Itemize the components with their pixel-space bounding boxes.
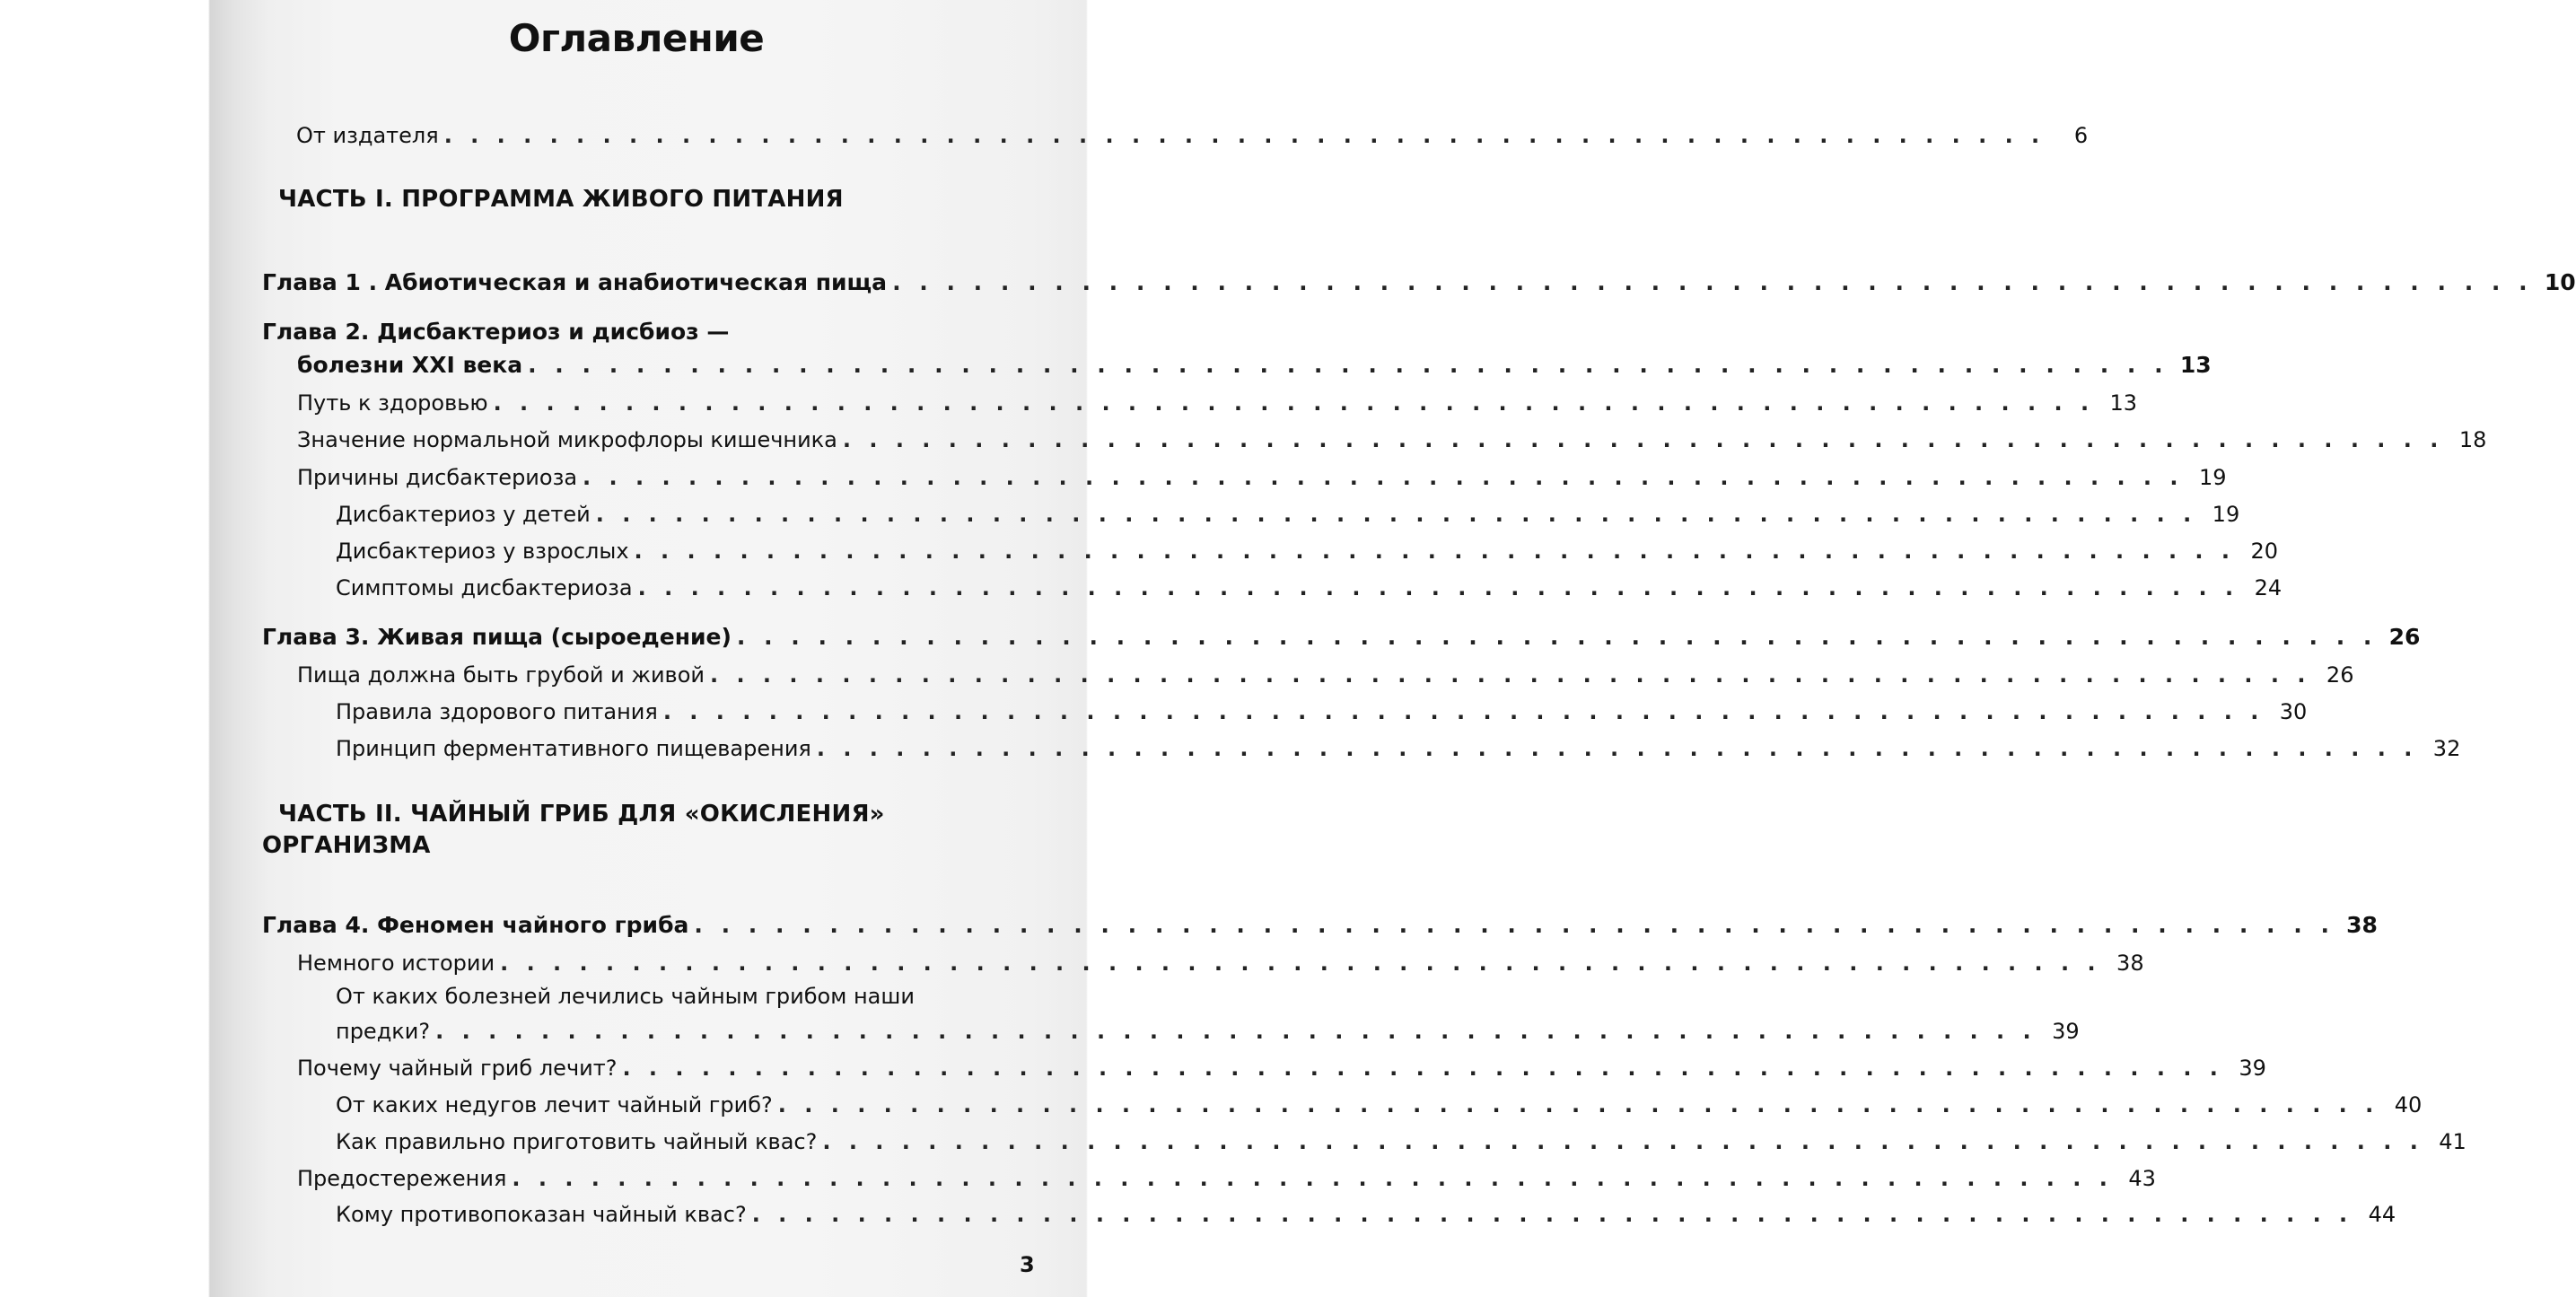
entry-label: Немного истории xyxy=(297,951,495,977)
entry-label: Как правильно приготовить чайный квас? xyxy=(336,1129,818,1155)
entry-label: От каких недугов лечит чайный гриб? xyxy=(336,1092,773,1118)
dot-leader: . . . . . . . . . . . . . . . . . . . . . . . . . . . . . . . . . . . . . . . . . . . . . . . . . . . . . . . . . . . . . xyxy=(443,123,2046,149)
page-number: 26 xyxy=(2326,662,2354,688)
dot-leader: . . . . . . . . . . . . . . . . . . . . . . . . . . . . . . . . . . . . . . . . . . . . . . . . . . . . . . . . . . . . . xyxy=(622,1056,2223,1082)
page-number: 19 xyxy=(2212,502,2240,528)
entry-label: От издателя xyxy=(296,123,439,149)
toc-entry[interactable] xyxy=(210,565,2282,601)
toc-entry[interactable] xyxy=(210,689,2308,725)
page-number: 39 xyxy=(2052,1019,2080,1045)
toc-entry[interactable] xyxy=(210,1046,2266,1082)
entry-label: Глава 1 . Абиотическая и анабиотическая пища xyxy=(262,269,888,295)
toc-entry[interactable] xyxy=(210,417,2487,453)
page-number: 38 xyxy=(2116,951,2144,977)
entry-label: Симптомы дисбактериоза xyxy=(336,575,633,601)
page-number: 19 xyxy=(2198,465,2227,491)
entry-label: Значение нормальной микрофлоры кишечника xyxy=(297,427,837,453)
table-of-contents xyxy=(210,0,2576,1297)
entry-label: Причины дисбактериоза xyxy=(297,465,578,491)
dot-leader: . . . . . . . . . . . . . . . . . . . . . . . . . . . . . . . . . . . . . . . . . . . . . . . . . . . . . . . . . . . . . xyxy=(500,951,2101,977)
page-number: 24 xyxy=(2254,575,2282,601)
page-number: 18 xyxy=(2458,427,2487,453)
toc-entry[interactable] xyxy=(210,941,2144,977)
dot-leader: . . . . . . . . . . . . . . . . . . . . . . . . . . . . . . . . . . . . . . . . . . . . . . . . . . . . . . . . . . . . . xyxy=(736,624,2378,650)
dot-leader: . . . . . . . . . . . . . . . . . . . . . . . . . . . . . . . . . . . . . . . . . . . . . . . . . . . . . . . . . . . . . xyxy=(528,352,2169,378)
page-number: 44 xyxy=(2368,1202,2396,1228)
chapter-2-title-line1: Глава 2. Дисбактериоз и дисбиоз — xyxy=(262,319,730,345)
page-number: 13 xyxy=(2179,352,2212,378)
toc-entry[interactable] xyxy=(210,653,2354,688)
page-number: 40 xyxy=(2394,1092,2423,1118)
toc-entry[interactable] xyxy=(210,529,2279,565)
toc-entry-chapter-4[interactable] xyxy=(210,903,2378,939)
page-folio: 3 xyxy=(1020,1252,1035,1277)
entry-label: Дисбактериоз у детей xyxy=(336,502,591,528)
dot-leader: . . . . . . . . . . . . . . . . . . . . . . . . . . . . . . . . . . . . . . . . . . . . . . . . . . . . . . . . . . . . . xyxy=(694,912,2335,938)
dot-leader: . . . . . . . . . . . . . . . . . . . . . . . . . . . . . . . . . . . . . . . . . . . . . . . . . . . . . . . . . . . . . xyxy=(662,699,2265,725)
page-number: 13 xyxy=(2109,390,2138,416)
dot-leader: . . . . . . . . . . . . . . . . . . . . . . . . . . . . . . . . . . . . . . . . . . . . . . . . . . . . . . . . . . . . . xyxy=(595,502,2197,528)
entry-label: Предостережения xyxy=(297,1166,507,1192)
dot-leader: . . . . . . . . . . . . . . . . . . . . . . . . . . . . . . . . . . . . . . . . . . . . . . . . . . . . . . . . . . . . . xyxy=(709,662,2311,688)
toc-entry[interactable] xyxy=(210,726,2461,762)
dot-leader: . . . . . . . . . . . . . . . . . . . . . . . . . . . . . . . . . . . . . . . . . . . . . . . . . . . . . . . . . . . . . xyxy=(816,736,2418,762)
page-number: 26 xyxy=(2388,624,2421,650)
dot-leader: . . . . . . . . . . . . . . . . . . . . . . . . . . . . . . . . . . . . . . . . . . . . . . . . . . . . . . . . . . . . . xyxy=(493,390,2095,416)
entry-label-line1: От каких болезней лечились чайным грибом наши xyxy=(336,984,915,1009)
dot-leader: . . . . . . . . . . . . . . . . . . . . . . . . . . . . . . . . . . . . . . . . . . . . . . . . . . . . . . . . . . . . . xyxy=(634,539,2236,565)
dot-leader: . . . . . . . . . . . . . . . . . . . . . . . . . . . . . . . . . . . . . . . . . . . . . . . . . . . . . . . . . . . . . xyxy=(512,1166,2113,1192)
page-title: Оглавление xyxy=(508,16,765,60)
dot-leader: . . . . . . . . . . . . . . . . . . . . . . . . . . . . . . . . . . . . . . . . . . . . . . . . . . . . . . . . . . . . . xyxy=(822,1129,2423,1155)
part-2-heading-line1: ЧАСТЬ II. ЧАЙНЫЙ ГРИБ ДЛЯ «ОКИСЛЕНИЯ» xyxy=(278,801,885,828)
toc-entry-chapter-2[interactable] xyxy=(210,343,2212,379)
entry-label: Кому противопоказан чайный квас? xyxy=(336,1202,747,1228)
entry-label: болезни XXI века xyxy=(297,352,523,378)
part-1-heading: ЧАСТЬ I. ПРОГРАММА ЖИВОГО ПИТАНИЯ xyxy=(278,186,844,213)
part-2-heading-line2: ОРГАНИЗМА xyxy=(262,832,431,859)
toc-entry[interactable] xyxy=(210,1192,2396,1228)
entry-label: Пища должна быть грубой и живой xyxy=(297,662,705,688)
dot-leader: . . . . . . . . . . . . . . . . . . . . . . . . . . . . . . . . . . . . . . . . . . . . . . . . . . . . . . . . . . . . . xyxy=(842,427,2444,453)
page-number: 20 xyxy=(2250,539,2279,565)
entry-label: Правила здорового питания xyxy=(336,699,658,725)
dot-leader: . . . . . . . . . . . . . . . . . . . . . . . . . . . . . . . . . . . . . . . . . . . . . . . . . . . . . . . . . . . . . xyxy=(637,575,2239,601)
toc-entry[interactable] xyxy=(210,1009,2080,1045)
toc-entry-chapter-3[interactable] xyxy=(210,615,2421,651)
toc-entry[interactable] xyxy=(210,455,2227,491)
toc-entry-chapter-1[interactable] xyxy=(210,260,2576,296)
entry-label: Почему чайный гриб лечит? xyxy=(297,1056,618,1082)
entry-label: Глава 3. Живая пища (сыроедение) xyxy=(262,624,732,650)
page-number: 43 xyxy=(2128,1166,2156,1192)
entry-label: Путь к здоровью xyxy=(297,390,488,416)
toc-entry[interactable] xyxy=(210,492,2240,528)
page-number: 38 xyxy=(2346,912,2378,938)
toc-entry[interactable] xyxy=(210,1119,2466,1155)
dot-leader: . . . . . . . . . . . . . . . . . . . . . . . . . . . . . . . . . . . . . . . . . . . . . . . . . . . . . . . . . . . . . xyxy=(892,269,2533,295)
entry-label: Глава 4. Феномен чайного гриба xyxy=(262,912,689,938)
page-number: 39 xyxy=(2239,1056,2266,1082)
toc-entry[interactable] xyxy=(210,1156,2156,1192)
page-number: 6 xyxy=(2073,123,2089,149)
dot-leader: . . . . . . . . . . . . . . . . . . . . . . . . . . . . . . . . . . . . . . . . . . . . . . . . . . . . . . . . . . . . . xyxy=(777,1092,2379,1118)
dot-leader: . . . . . . . . . . . . . . . . . . . . . . . . . . . . . . . . . . . . . . . . . . . . . . . . . . . . . . . . . . . . . xyxy=(751,1202,2353,1228)
toc-entry[interactable] xyxy=(210,1082,2423,1118)
entry-label: Дисбактериоз у взрослых xyxy=(336,539,629,565)
toc-entry-publisher[interactable] xyxy=(210,113,2089,149)
toc-entry[interactable] xyxy=(210,381,2138,416)
dot-leader: . . . . . . . . . . . . . . . . . . . . . . . . . . . . . . . . . . . . . . . . . . . . . . . . . . . . . . . . . . . . . xyxy=(435,1019,2037,1045)
page-number: 10 xyxy=(2544,269,2576,295)
page-number: 41 xyxy=(2439,1129,2466,1155)
dot-leader: . . . . . . . . . . . . . . . . . . . . . . . . . . . . . . . . . . . . . . . . . . . . . . . . . . . . . . . . . . . . . xyxy=(583,465,2184,491)
entry-label: предки? xyxy=(336,1019,431,1045)
page-number: 32 xyxy=(2432,736,2461,762)
entry-label: Принцип ферментативного пищеварения xyxy=(336,736,811,762)
page-number: 30 xyxy=(2279,699,2308,725)
